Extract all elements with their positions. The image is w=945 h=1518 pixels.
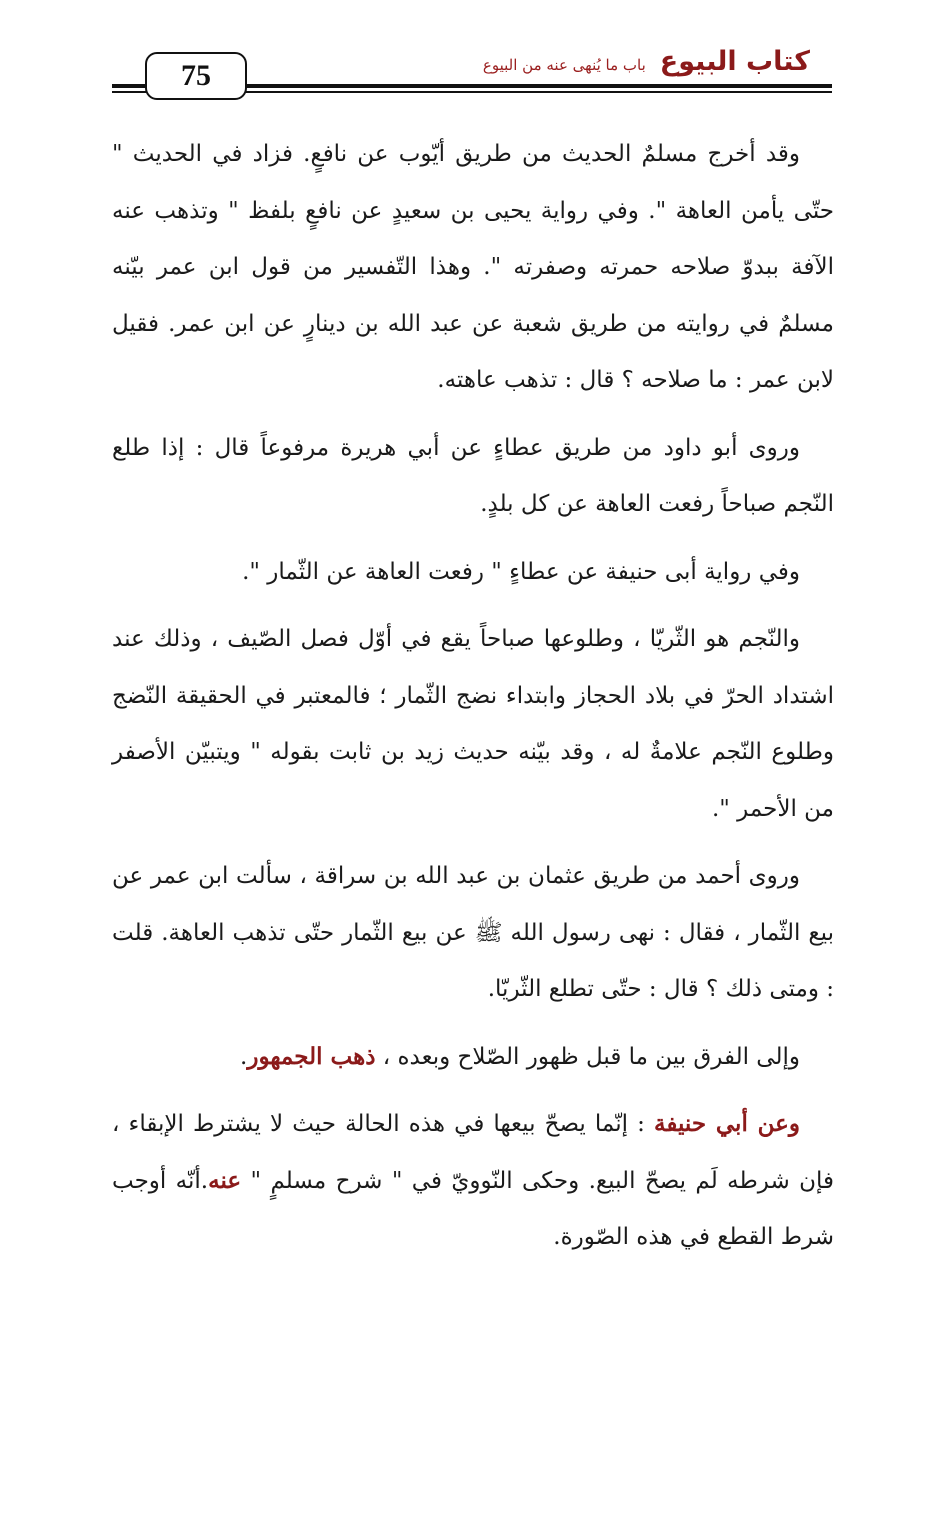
paragraph-2: وروى أبو داود من طريق عطاءٍ عن أبي هريرة مرفوعاً قال : إذا طلع النّجم صباحاً رفعت العاهة عن كل بلدٍ. [112,434,834,517]
paragraph-6 [112,1029,834,1086]
chapter-title: باب ما يُنهى عنه من البيوع [482,56,646,74]
paragraph-4: والنّجم هو الثّريّا ، وطلوعها صباحاً يقع في أوّل فصل الصّيف ، وذلك عند اشتداد الحرّ في بلاد الحجاز وابتداء نضج الثّمار ؛ فالمعتبر في الحقيقة النّضج وطلوع النّجم علامةٌ له ، وقد بيّنه حديث زيد بن ثابت بقوله " ويتبيّن الأصفر من الأحمر ". [112,626,834,822]
highlight-abu-hanifa: وعن أبي حنيفة [654,1110,800,1137]
paragraph-6-end: . [240,1043,248,1070]
page-number-box [145,52,247,100]
paragraph-6-text: وإلى الفرق بين ما قبل ظهور الصّلاح وبعده ، [375,1043,800,1070]
paragraph-1: وقد أخرج مسلمٌ الحديث من طريق أيّوب عن نافعٍ. فزاد في الحديث " حتّى يأمن العاهة ". وفي رواية يحيى بن سعيدٍ عن نافعٍ بلفظ " وتذهب عنه الآفة ببدوّ صلاحه حمرته وصفرته ". وهذا التّفسير من قول ابن عمر بيّنه مسلمٌ في روايته من طريق شعبة عن عبد الله بن دينارٍ عن ابن عمر. فقيل لابن عمر : ما صلاحه ؟ قال : تذهب عاهته. [112,141,834,393]
paragraph-7 [112,1096,834,1266]
paragraph-3: وفي رواية أبى حنيفة عن عطاءٍ " رفعت العاهة عن الثّمار ". [242,558,800,585]
paragraph-7-end: .أنّه أوجب شرط القطع في هذه الصّورة. [112,1167,834,1250]
highlight-jumhur: ذهب الجمهور [247,1042,376,1070]
paragraph-5: وروى أحمد من طريق عثمان بن عبد الله بن سراقة ، سألت ابن عمر عن بيع الثّمار ، فقال : نهى رسول الله ﷺ عن بيع الثّمار حتّى تذهب العاهة. قلت : ومتى ذلك ؟ قال : حتّى تطلع الثّريّا. [112,863,834,1002]
book-title: كتاب البيوع [659,46,810,77]
page-content [112,126,834,1277]
page-header [112,44,832,104]
paragraph-7-text: : إنّما يصحّ بيعها في هذه الحالة حيث لا يشترط الإبقاء ، فإن شرطه لَم يصحّ البيع. وحكى النّوويّ في " شرح مسلمٍ " [112,1111,835,1194]
highlight-anhu: عنه [208,1166,242,1194]
page-number: 75 [181,59,211,92]
header-titles [483,46,810,77]
